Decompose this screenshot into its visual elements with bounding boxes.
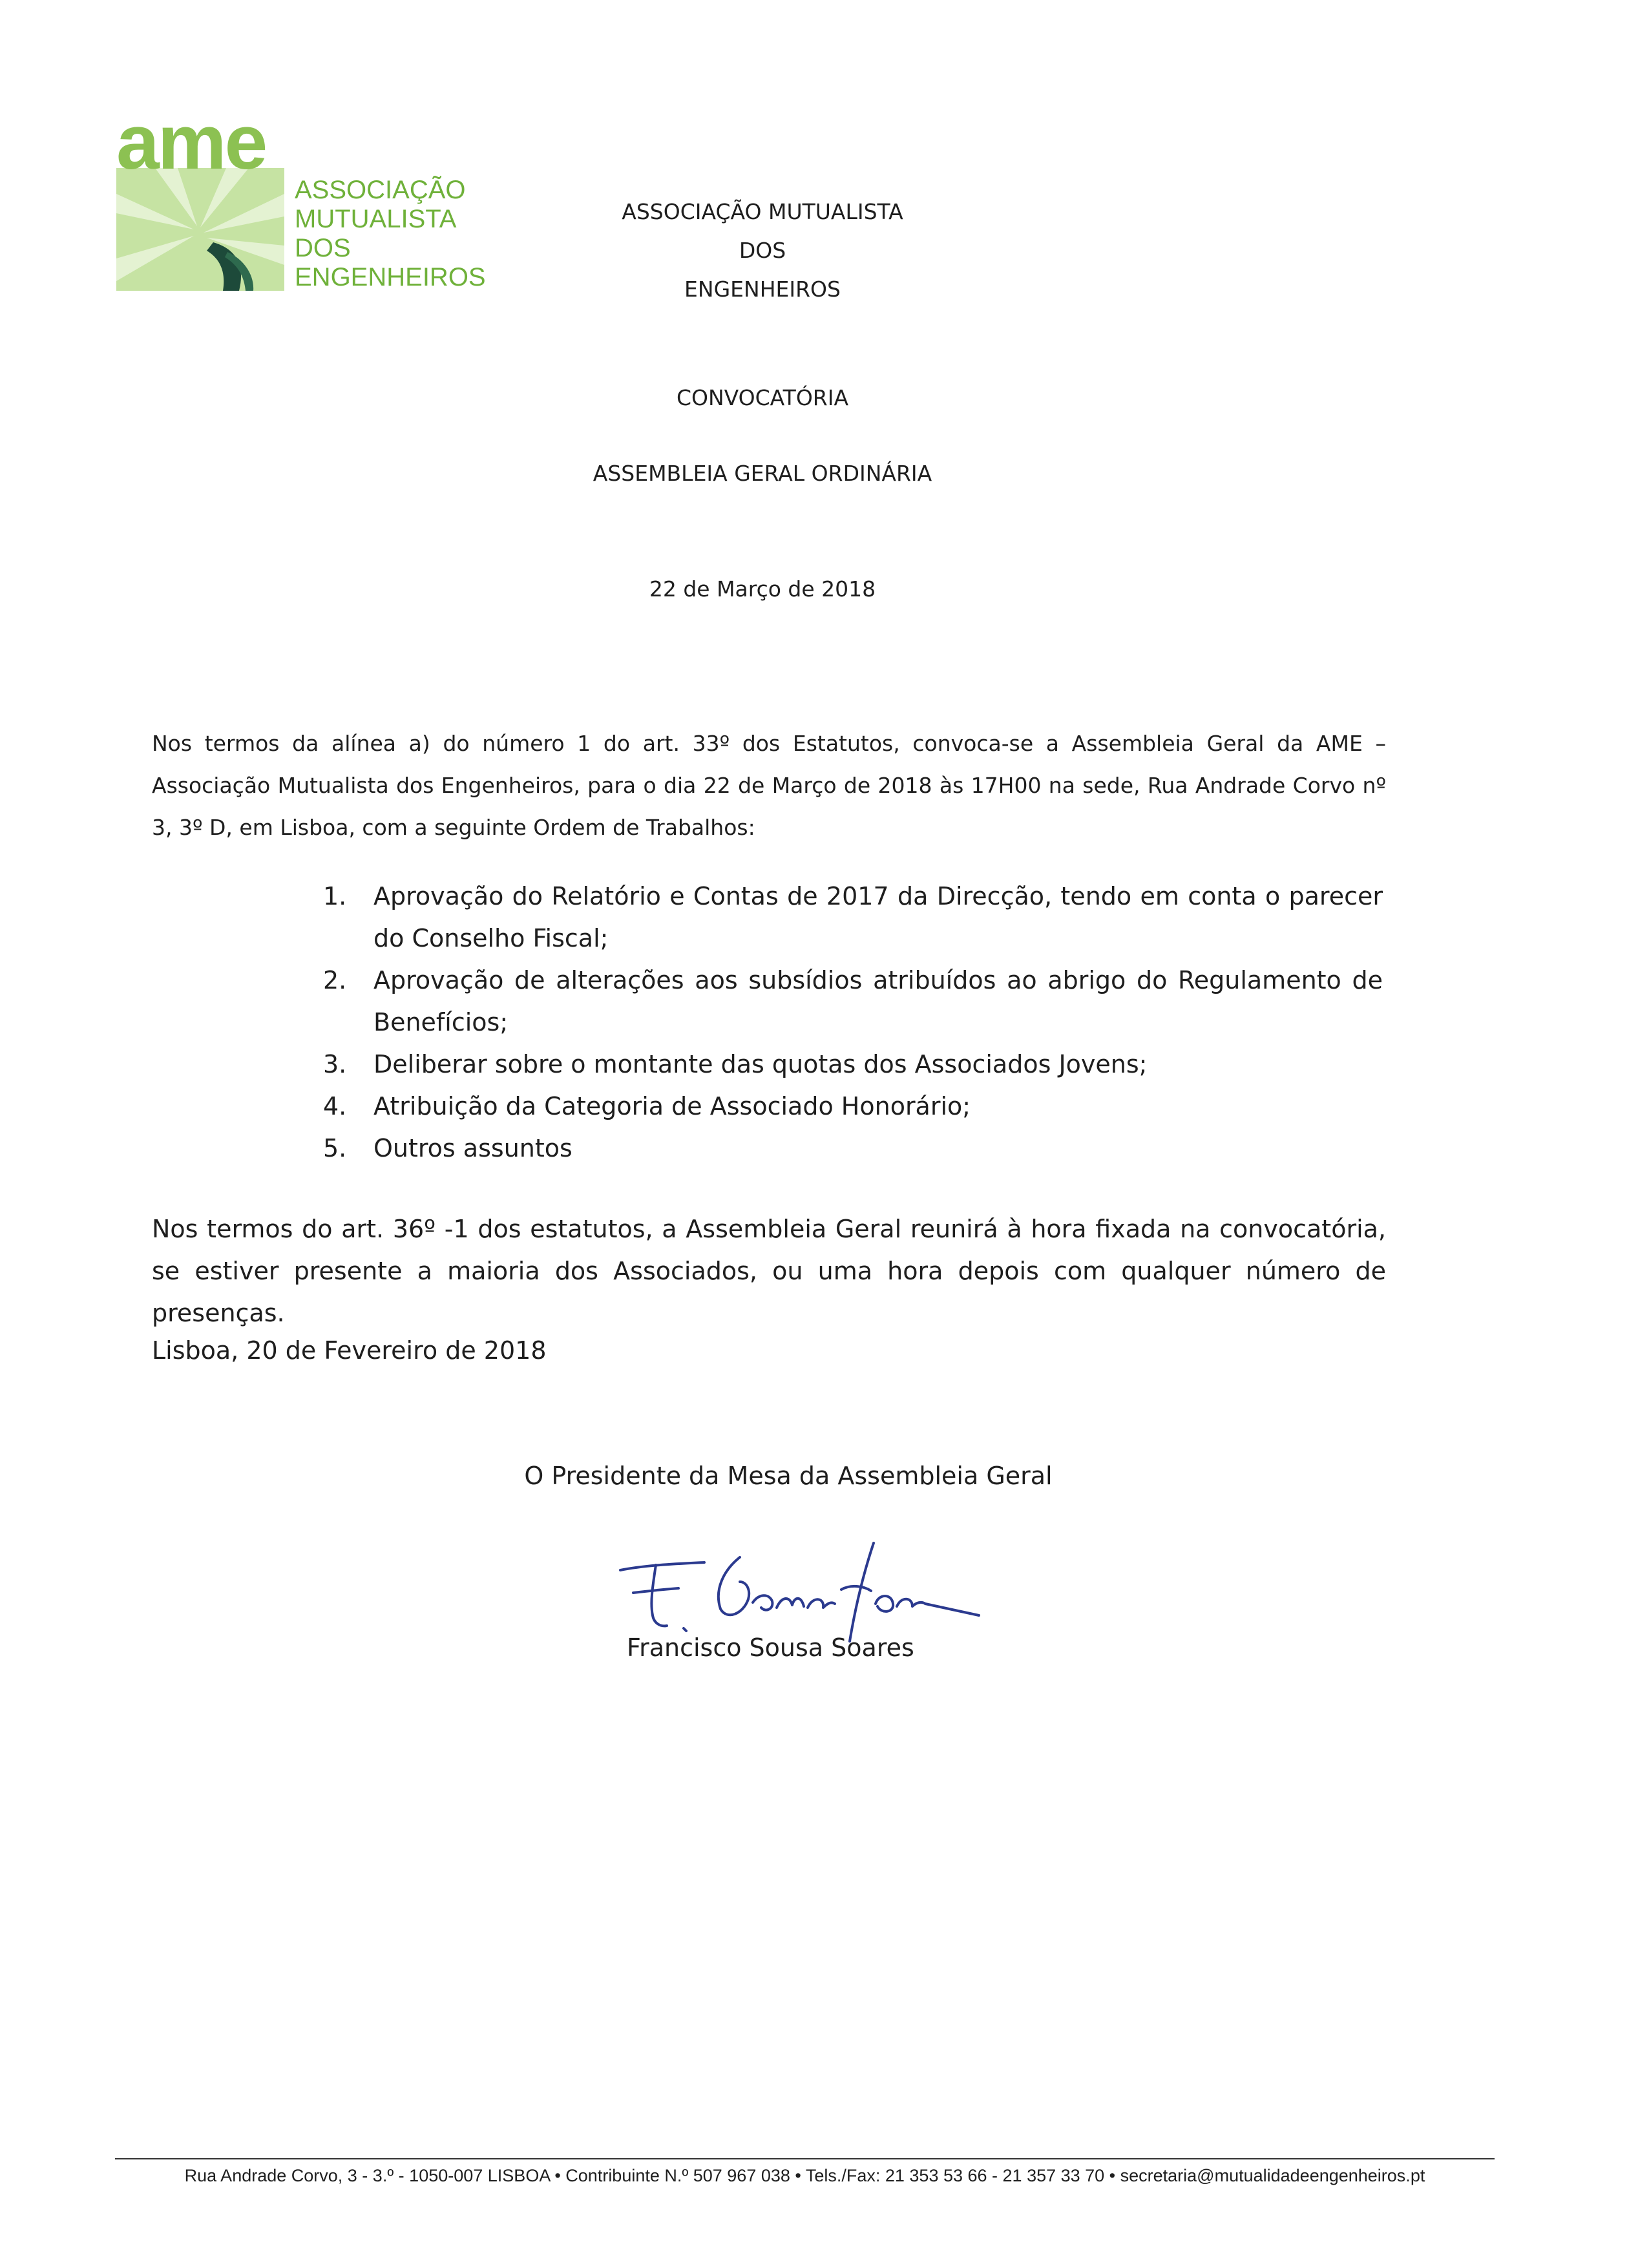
agenda-item bbox=[323, 1044, 1383, 1086]
agenda-item bbox=[323, 1128, 1383, 1170]
ame-logo bbox=[116, 99, 504, 291]
agenda-item-text: Atribuição da Categoria de Associado Honorário; bbox=[373, 1092, 971, 1120]
org-name-line: DOS bbox=[739, 238, 786, 263]
document-title: CONVOCATÓRIA bbox=[676, 385, 849, 410]
agenda-list bbox=[323, 876, 1383, 1170]
agenda-item-number: 2. bbox=[323, 966, 347, 994]
agenda-item-number: 4. bbox=[323, 1092, 347, 1120]
meeting-type: ASSEMBLEIA GERAL ORDINÁRIA bbox=[593, 461, 932, 486]
logo-graphic bbox=[116, 168, 284, 291]
agenda-item-text: Deliberar sobre o montante das quotas dos Associados Jovens; bbox=[373, 1050, 1148, 1078]
org-name-line: ASSOCIAÇÃO MUTUALISTA bbox=[622, 199, 903, 224]
agenda-item bbox=[323, 876, 1383, 960]
logo-line: ENGENHEIROS bbox=[295, 263, 486, 291]
quorum-paragraph: Nos termos do art. 36º -1 dos estatutos, a Assembleia Geral reunirá à hora fixada na convocatória, se estiver presente a maioria dos Associados, ou uma hora depois com qualquer número de presenças. bbox=[152, 1215, 1386, 1327]
agenda-item-text: Outros assuntos bbox=[373, 1134, 572, 1162]
agenda-item-text: Aprovação de alterações aos subsídios atribuídos ao abrigo do Regulamento de Benefícios; bbox=[373, 966, 1383, 1036]
agenda-item-number: 5. bbox=[323, 1134, 347, 1162]
agenda-item bbox=[323, 960, 1383, 1044]
meeting-date: 22 de Março de 2018 bbox=[649, 576, 876, 602]
agenda-item-text: Aprovação do Relatório e Contas de 2017 da Direcção, tendo em conta o parecer do Conselho Fiscal; bbox=[373, 882, 1383, 952]
agenda-item-number: 1. bbox=[323, 882, 347, 910]
intro-paragraph: Nos termos da alínea a) do número 1 do art. 33º dos Estatutos, convoca-se a Assembleia Geral da AME – Associação Mutualista dos Engenheiros, para o dia 22 de Março de 2018 às 17H00 na sede, Rua Andrade Corvo nº 3, 3º D, em Lisboa, com a seguinte Ordem de Trabalhos: bbox=[152, 731, 1386, 840]
footer-divider bbox=[115, 2158, 1495, 2159]
place-and-date: Lisboa, 20 de Fevereiro de 2018 bbox=[152, 1336, 547, 1365]
agenda-item bbox=[323, 1086, 1383, 1128]
organization-name bbox=[582, 193, 943, 309]
logo-line: ASSOCIAÇÃO bbox=[295, 176, 466, 204]
org-name-line: ENGENHEIROS bbox=[684, 277, 841, 302]
signer-name: Francisco Sousa Soares bbox=[627, 1633, 914, 1662]
footer-contact: Rua Andrade Corvo, 3 - 3.º - 1050-007 LISBOA • Contribuinte N.º 507 967 038 • Tels./Fax: 21 353 53 66 - 21 357 33 70 • secretaria@mutualidadeengenheiros.pt bbox=[184, 2166, 1425, 2185]
signer-title: O Presidente da Mesa da Assembleia Geral bbox=[524, 1462, 1053, 1490]
logo-acronym: ame bbox=[116, 99, 266, 185]
logo-line: DOS bbox=[295, 234, 351, 262]
logo-text bbox=[295, 176, 486, 292]
agenda-item-number: 3. bbox=[323, 1050, 347, 1078]
logo-line: MUTUALISTA bbox=[295, 205, 457, 233]
